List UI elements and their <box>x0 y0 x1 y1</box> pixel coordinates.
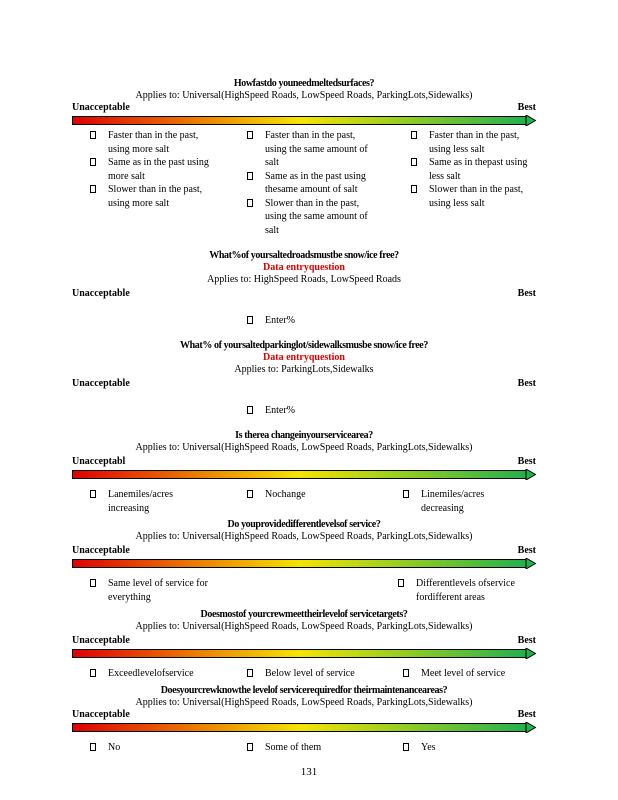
option-checkbox[interactable]: Faster than in the past, using more salt <box>90 129 210 156</box>
checkbox-icon[interactable] <box>247 316 253 324</box>
question-title: Do youprovidedifferentlevelsof service? <box>227 519 381 530</box>
option-checkbox[interactable]: Nochange <box>247 488 367 502</box>
scale-labels <box>72 456 536 468</box>
option-checkbox[interactable]: Lanemiles/acres increasing <box>90 488 210 515</box>
scale-right-label: Best <box>517 635 536 646</box>
option-checkbox[interactable]: Below level of service <box>247 667 387 681</box>
option-checkbox[interactable]: Slower than in the past, using the same amount of salt <box>247 197 379 238</box>
gradient-scale-bar <box>72 469 536 480</box>
checkbox-icon[interactable] <box>411 131 417 139</box>
scale-labels <box>72 288 536 300</box>
applies-to: Applies to: Universal(HighSpeed Roads, LowSpeed Roads, ParkingLots,Sidewalks) <box>135 621 473 632</box>
question-crew-meet-targets <box>72 609 536 682</box>
checkbox-icon[interactable] <box>247 669 253 677</box>
applies-to: Applies to: ParkingLots,Sidewalks <box>234 364 374 375</box>
checkbox-icon[interactable] <box>247 743 253 751</box>
scale-right-label: Best <box>517 545 536 556</box>
checkbox-icon[interactable] <box>247 199 253 207</box>
checkbox-icon[interactable] <box>90 185 96 193</box>
option-checkbox[interactable]: Yes <box>403 741 523 755</box>
scale-left-label: Unacceptable <box>72 545 130 556</box>
scale-labels <box>72 709 536 721</box>
scale-left-label: Unacceptable <box>72 102 130 113</box>
options-group <box>72 404 536 420</box>
scale-labels <box>72 378 536 390</box>
options-group <box>72 667 536 682</box>
option-checkbox[interactable]: Faster than in the past, using less salt <box>411 129 531 156</box>
option-checkbox[interactable]: Same level of service for everything <box>90 577 230 604</box>
scale-left-label: Unacceptable <box>72 635 130 646</box>
option-checkbox[interactable]: Meet level of service <box>403 667 536 681</box>
question-title: Doesyourcrewknowthe levelof servicerequiredfor theirmaintenanceareas? <box>160 685 448 696</box>
checkbox-icon[interactable] <box>247 406 253 414</box>
checkbox-icon[interactable] <box>247 172 253 180</box>
options-group <box>72 577 536 605</box>
scale-right-label: Best <box>517 378 536 389</box>
page-number: 131 <box>300 766 318 778</box>
gradient-scale-bar <box>72 558 536 569</box>
question-melted-surfaces <box>72 78 536 239</box>
checkbox-icon[interactable] <box>90 158 96 166</box>
scale-labels <box>72 102 536 114</box>
checkbox-icon[interactable] <box>411 158 417 166</box>
question-title: Howfastdo youneedmeltedsurfaces? <box>233 78 375 89</box>
option-checkbox[interactable]: Some of them <box>247 741 367 755</box>
options-group <box>72 488 536 516</box>
question-salted-roads <box>72 250 536 330</box>
scale-right-label: Best <box>517 102 536 113</box>
applies-to: Applies to: Universal(HighSpeed Roads, LowSpeed Roads, ParkingLots,Sidewalks) <box>135 90 473 101</box>
option-checkbox[interactable]: Same as in the past using more salt <box>90 156 210 183</box>
scale-right-label: Best <box>517 288 536 299</box>
checkbox-icon[interactable] <box>403 490 409 498</box>
question-service-area-change <box>72 430 536 516</box>
gradient-scale-bar <box>72 722 536 733</box>
checkbox-icon[interactable] <box>90 131 96 139</box>
scale-left-label: Unacceptable <box>72 288 130 299</box>
question-title: Is therea changeinyourservicearea? <box>235 430 373 441</box>
applies-to: Applies to: Universal(HighSpeed Roads, LowSpeed Roads, ParkingLots,Sidewalks) <box>135 531 473 542</box>
options-group <box>72 129 536 239</box>
question-title: Doesmostof yourcrewmeettheirlevelof servicetargets? <box>200 609 408 620</box>
gradient-scale-bar <box>72 115 536 126</box>
checkbox-icon[interactable] <box>398 579 404 587</box>
applies-to: Applies to: HighSpeed Roads, LowSpeed Roads <box>207 274 401 285</box>
scale-left-label: Unacceptable <box>72 709 130 720</box>
question-title: What%of yoursaltedroadsmustbe snow/ice free? <box>209 250 399 261</box>
scale-left-label: Unacceptabl <box>72 456 126 467</box>
scale-labels <box>72 635 536 647</box>
option-checkbox[interactable]: Differentlevels ofservice fordifferent areas <box>398 577 536 604</box>
checkbox-icon[interactable] <box>403 669 409 677</box>
options-group <box>72 741 536 756</box>
question-levels-of-service <box>72 519 536 605</box>
scale-labels <box>72 545 536 557</box>
option-checkbox[interactable]: Same as in thepast using less salt <box>411 156 531 183</box>
option-checkbox[interactable]: Same as in the past using thesame amount of salt <box>247 170 379 197</box>
enter-percent-field[interactable]: Enter% <box>247 314 367 328</box>
checkbox-icon[interactable] <box>411 185 417 193</box>
data-entry-label: Data entryquestion <box>263 262 345 273</box>
option-checkbox[interactable]: Linemiles/acres decreasing <box>403 488 513 515</box>
checkbox-icon[interactable] <box>90 490 96 498</box>
checkbox-icon[interactable] <box>90 743 96 751</box>
checkbox-icon[interactable] <box>90 669 96 677</box>
data-entry-label: Data entryquestion <box>263 352 345 363</box>
scale-left-label: Unacceptable <box>72 378 130 389</box>
checkbox-icon[interactable] <box>403 743 409 751</box>
applies-to: Applies to: Universal(HighSpeed Roads, LowSpeed Roads, ParkingLots,Sidewalks) <box>135 697 473 708</box>
option-checkbox[interactable]: Slower than in the past, using less salt <box>411 183 531 210</box>
question-salted-parking <box>72 340 536 420</box>
scale-right-label: Best <box>517 709 536 720</box>
scale-right-label: Best <box>517 456 536 467</box>
options-group <box>72 314 536 330</box>
checkbox-icon[interactable] <box>247 490 253 498</box>
option-checkbox[interactable]: Exceedlevelofservice <box>90 667 230 681</box>
option-checkbox[interactable]: Faster than in the past, using the same amount of salt <box>247 129 379 170</box>
applies-to: Applies to: Universal(HighSpeed Roads, LowSpeed Roads, ParkingLots,Sidewalks) <box>135 442 473 453</box>
question-title: What% of yoursaltedparkinglot/sidewalksmusbe snow/ice free? <box>180 340 428 351</box>
enter-percent-field[interactable]: Enter% <box>247 404 367 418</box>
checkbox-icon[interactable] <box>247 131 253 139</box>
question-crew-know-level <box>72 685 536 756</box>
checkbox-icon[interactable] <box>90 579 96 587</box>
gradient-scale-bar <box>72 648 536 659</box>
option-checkbox[interactable]: No <box>90 741 210 755</box>
option-checkbox[interactable]: Slower than in the past, using more salt <box>90 183 210 210</box>
